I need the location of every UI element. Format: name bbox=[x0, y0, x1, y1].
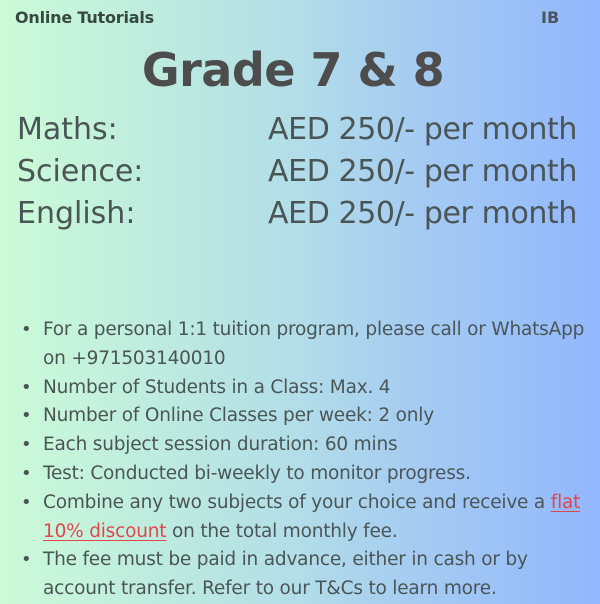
brand-label: Online Tutorials bbox=[15, 8, 154, 27]
list-item bbox=[18, 374, 593, 403]
note-text: The fee must be paid in advance, either in cash or by account transfer. Refer to our T&Cs to learn more. bbox=[43, 549, 528, 600]
subject-label: Maths: bbox=[17, 112, 118, 147]
bullet-icon: • bbox=[21, 376, 32, 398]
page-title: Grade 7 & 8 bbox=[141, 43, 445, 97]
note-text: Test: Conducted bi-weekly to monitor progress. bbox=[43, 462, 471, 484]
price-row-maths bbox=[17, 112, 577, 152]
bullet-icon: • bbox=[21, 462, 32, 484]
bullet-icon: • bbox=[21, 405, 32, 427]
note-text: For a personal 1:1 tuition program, please call or WhatsApp on +971503140010 bbox=[43, 319, 585, 369]
note-text: Each subject session duration: 60 mins bbox=[43, 434, 398, 456]
price-value: AED 250/- per month bbox=[268, 154, 577, 189]
price-row-science bbox=[17, 154, 577, 194]
list-item bbox=[18, 460, 593, 489]
bullet-icon: • bbox=[21, 549, 32, 571]
notes-list bbox=[18, 316, 593, 604]
bullet-icon: • bbox=[21, 434, 32, 456]
note-text: Number of Students in a Class: Max. 4 bbox=[43, 376, 391, 398]
discount-link[interactable]: flat 10% discount bbox=[43, 491, 581, 542]
list-item bbox=[18, 546, 593, 604]
bullet-icon: • bbox=[21, 491, 32, 513]
subject-label: English: bbox=[17, 196, 136, 231]
price-value: AED 250/- per month bbox=[268, 196, 577, 231]
bullet-icon: • bbox=[21, 319, 32, 340]
list-item bbox=[18, 489, 593, 547]
subject-label: Science: bbox=[17, 154, 144, 189]
curriculum-label: IB bbox=[541, 8, 560, 27]
note-text-before: Combine any two subjects of your choice and receive a bbox=[43, 491, 551, 513]
list-item bbox=[18, 316, 593, 374]
price-value: AED 250/- per month bbox=[268, 112, 577, 147]
list-item bbox=[18, 402, 593, 431]
list-item bbox=[18, 431, 593, 460]
price-row-english bbox=[17, 196, 577, 236]
note-text: Number of Online Classes per week: 2 only bbox=[43, 405, 434, 427]
note-text-after: on the total monthly fee. bbox=[166, 520, 398, 542]
